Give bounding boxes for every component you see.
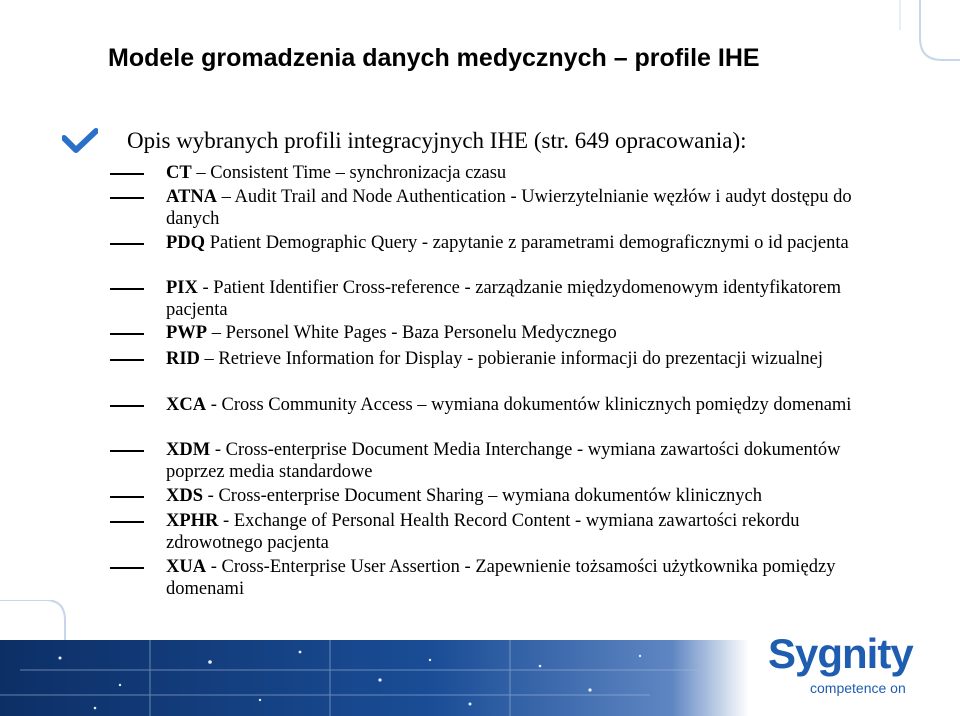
item-sep: - xyxy=(206,395,222,415)
item-code: XCA xyxy=(166,395,207,415)
item-code: RID xyxy=(166,349,200,369)
item-text xyxy=(166,394,896,416)
item-sep: – xyxy=(199,349,219,369)
item-code: PDQ xyxy=(166,233,206,253)
item-text xyxy=(166,322,896,344)
item-desc: Personel White Pages - Baza Personelu Medycznego xyxy=(225,323,617,343)
dash-bullet xyxy=(110,288,144,290)
sygnity-logo xyxy=(768,630,928,700)
item-code: PWP xyxy=(166,323,208,343)
item-sep: - xyxy=(203,486,219,506)
item-desc: Retrieve Information for Display - pobieranie informacji do prezentacji wizualnej xyxy=(218,349,824,369)
dash-bullet xyxy=(110,359,144,361)
item-text xyxy=(166,232,896,254)
item-code: XUA xyxy=(166,557,207,577)
item-code: XPHR xyxy=(166,511,219,531)
item-sep: - xyxy=(197,278,214,298)
item-desc: Consistent Time – synchronizacja czasu xyxy=(210,163,507,183)
dash-bullet xyxy=(110,333,144,335)
item-desc: Exchange of Personal Health Record Content - wymiana zawartości rekordu zdrowotnego pacjenta xyxy=(166,511,805,553)
item-code: CT xyxy=(166,163,192,183)
item-text xyxy=(166,485,896,507)
item-sep: - xyxy=(206,557,222,577)
item-sep: - xyxy=(210,440,226,460)
item-sep: – xyxy=(217,187,235,207)
item-code: PIX xyxy=(166,278,198,298)
item-desc: Cross-enterprise Document Media Interchange - wymiana zawartości dokumentów poprzez media standardowe xyxy=(166,440,846,482)
logo-wordmark: Sygnity xyxy=(768,630,913,677)
dash-bullet xyxy=(110,197,144,199)
item-code: XDS xyxy=(166,486,204,506)
item-text xyxy=(166,510,896,554)
item-text xyxy=(166,186,896,230)
item-desc: Cross Community Access – wymiana dokumentów klinicznych pomiędzy domenami xyxy=(221,395,852,415)
dash-bullet xyxy=(110,405,144,407)
item-desc: Patient Demographic Query - zapytanie z parametrami demograficznymi o id pacjenta xyxy=(209,233,849,253)
item-sep: – xyxy=(191,163,211,183)
dash-bullet xyxy=(110,496,144,498)
item-text xyxy=(166,556,896,600)
intro-text: Opis wybranych profili integracyjnych IHE (str. 649 opracowania): xyxy=(127,128,747,153)
item-desc: Audit Trail and Node Authentication - Uwierzytelnianie węzłów i audyt dostępu do danych xyxy=(166,187,857,229)
logo-tagline: competence on xyxy=(810,680,906,696)
dash-bullet xyxy=(110,567,144,569)
check-icon xyxy=(62,128,98,154)
item-sep: - xyxy=(218,511,234,531)
slide-title: Modele gromadzenia danych medycznych – profile IHE xyxy=(108,44,760,72)
item-text xyxy=(166,162,896,184)
dash-bullet xyxy=(110,243,144,245)
item-code: ATNA xyxy=(166,187,218,207)
dash-bullet xyxy=(110,173,144,175)
item-desc: Cross-enterprise Document Sharing – wymiana dokumentów klinicznych xyxy=(218,486,763,506)
item-desc: Patient Identifier Cross-reference - zarządzanie międzydomenowym identyfikatorem pacjenta xyxy=(166,278,846,320)
corner-decoration xyxy=(860,0,960,100)
item-text xyxy=(166,439,896,483)
dash-bullet xyxy=(110,521,144,523)
item-text xyxy=(166,348,896,370)
item-code: XDM xyxy=(166,440,211,460)
item-text xyxy=(166,277,896,321)
dash-bullet xyxy=(110,450,144,452)
item-desc: Cross-Enterprise User Assertion - Zapewnienie tożsamości użytkownika pomiędzy domenami xyxy=(166,557,841,599)
item-sep: – xyxy=(207,323,226,343)
